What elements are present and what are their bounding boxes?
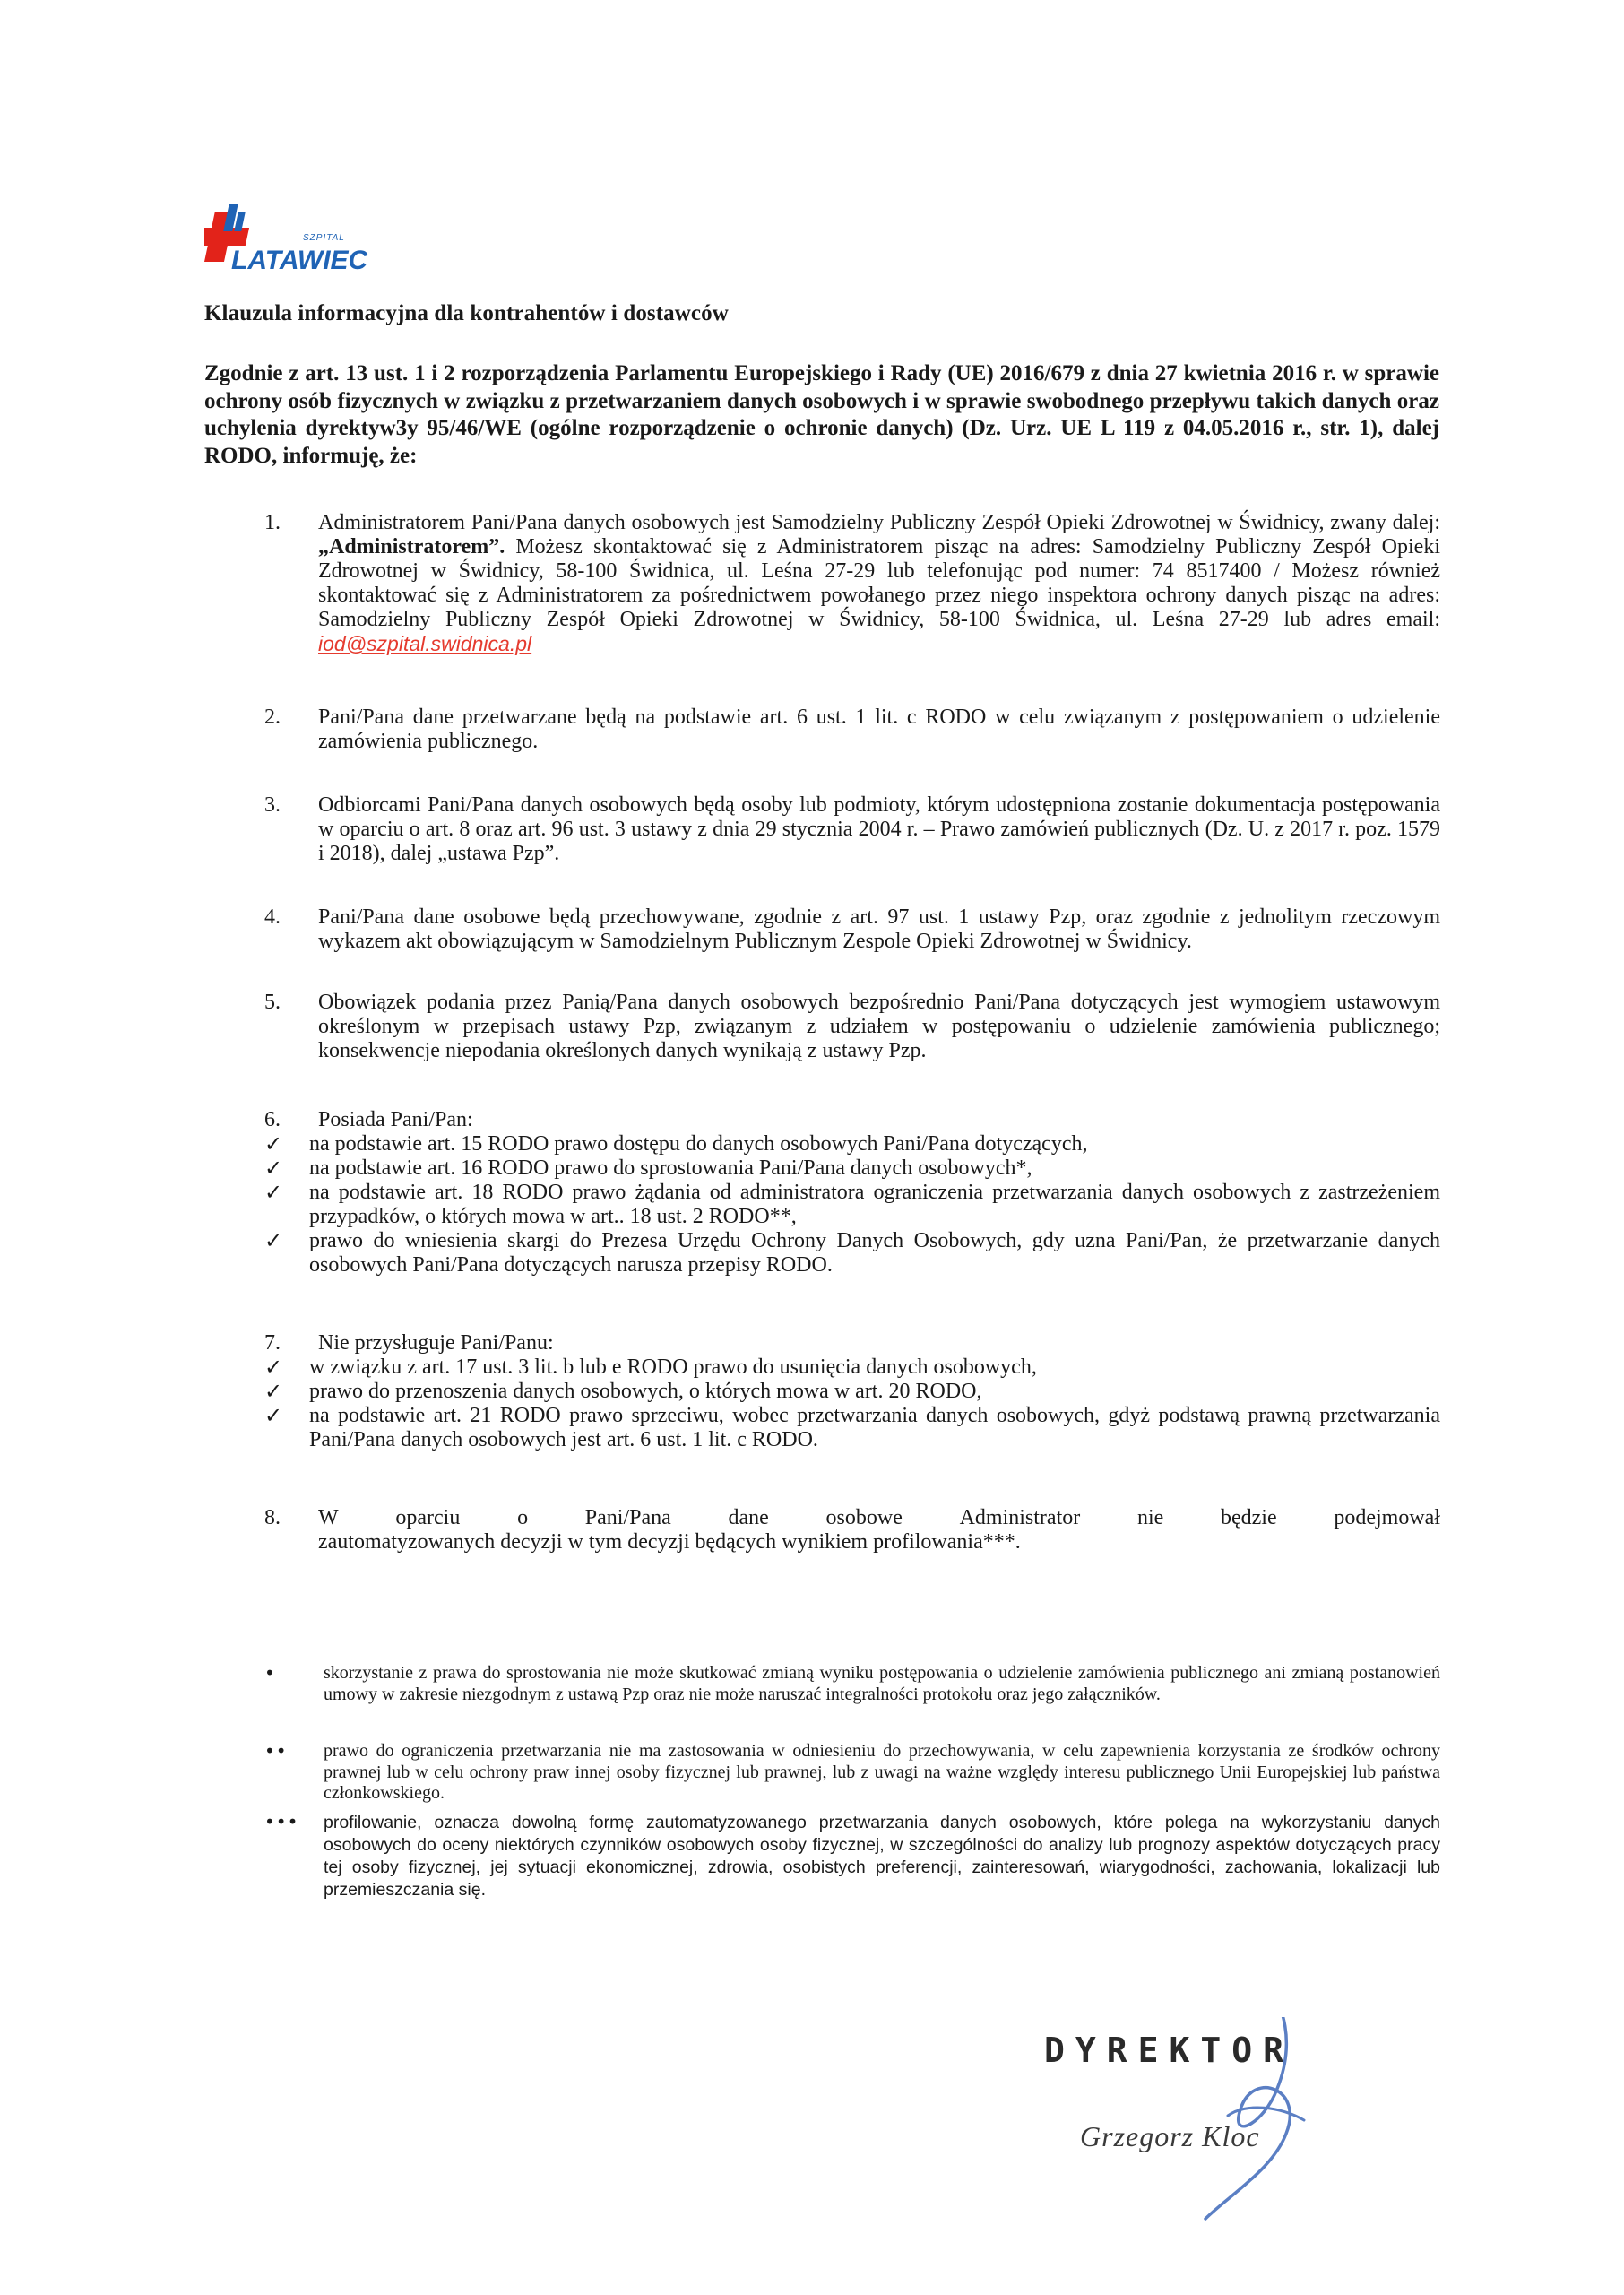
sub-item: ✓ w związku z art. 17 ust. 3 lit. b lub e RODO prawo do usunięcia danych osobowych, bbox=[264, 1355, 1037, 1380]
checkmark-icon: ✓ bbox=[264, 1131, 283, 1156]
item-8-line-2: zautomatyzowanych decyzji w tym decyzji będących wynikiem profilowania***. bbox=[318, 1530, 1021, 1554]
footnote-3: ••• profilowanie, oznacza dowolną formę zautomatyzowanego przetwarzania danych osobowych, które polega na wykorzystaniu danych osobowych do oceny niektórych czynników osobowych osoby fizycznej, w szczególności do analizy lub prognozy aspektów dotyczących pracy tej osoby fizycznej, jej sytuacji ekonomicznej, zdrowia, osobistych preferencji, zainteresowań, wiarygodności, zachowania, lokalizacji lub przemieszczania się. bbox=[264, 1811, 1440, 1900]
item-number: 7. bbox=[264, 1331, 281, 1355]
item-number: 8. bbox=[264, 1506, 281, 1529]
sub-item: ✓ na podstawie art. 18 RODO prawo żądania od administratora ograniczenia przetwarzania danych osobowych z zastrzeżeniem przypadków, o których mowa w art.. 18 ust. 2 RODO**, bbox=[264, 1180, 1440, 1228]
footnote-1: • skorzystanie z prawa do sprostowania nie może skutkować zmianą wyniku postępowania o udzielenie zamówienia publicznego ani zmianą postanowień umowy w zakresie niezgodnym z ustawą Pzp oraz nie może naruszać integralności protokołu oraz jego załączników. bbox=[264, 1662, 1440, 1704]
list-item-5: 5. Obowiązek podania przez Panią/Pana danych osobowych bezpośrednio Pani/Pana dotyczących jest wymogiem ustawowym określonym w przepisach ustawy Pzp, związanym z udziałem w postępowaniu o udzielenie zamówienia publicznego; konsekwencje niepodania określonych danych wynikają z ustawy Pzp. bbox=[264, 991, 1440, 1062]
checkmark-icon: ✓ bbox=[264, 1355, 283, 1380]
footnote-2: •• prawo do ograniczenia przetwarzania nie ma zastosowania w odniesieniu do przechowywania, w celu zapewnienia korzystania ze środków ochrony prawnej lub w celu ochrony praw innej osoby fizycznej lub prawnej, lub z uwagi na ważne względy interesu publicznego Unii Europejskiej lub państwa członkowskiego. bbox=[264, 1740, 1440, 1803]
sub-item: ✓ na podstawie art. 16 RODO prawo do sprostowania Pani/Pana danych osobowych*, bbox=[264, 1156, 1032, 1181]
rights-list bbox=[264, 1132, 1440, 1277]
director-title: DYREKTOR bbox=[1044, 2031, 1295, 2070]
logo-brand-text: LATAWIEC bbox=[231, 246, 368, 274]
list-item-2: 2. Pani/Pana dane przetwarzane będą na podstawie art. 6 ust. 1 lit. c RODO w celu związanym z postępowaniem o udzielenie zamówienia publicznego. bbox=[264, 706, 1440, 753]
document-title: Klauzula informacyjna dla kontrahentów i dostawców bbox=[204, 301, 729, 325]
list-item-1: 1. Administratorem Pani/Pana danych osobowych jest Samodzielny Publiczny Zespół Opieki Zdrowotnej w Świdnicy, zwany dalej: „Administratorem”. Możesz skontaktować się z Administratorem pisząc na adres: Samodzielny Publiczny Zespół Opieki Zdrowotnej w Świdnicy, 58-100 Świdnica, ul. Leśna 27-29 lub telefonując pod numer: 74 8517400 / Możesz również skontaktować się z Administratorem za pośrednictwem powołanego przez niego inspektora ochrony danych pisząc na adres: Samodzielny Publiczny Zespół Opieki Zdrowotnej w Świdnicy, 58-100 Świdnica, ul. Leśna 27-29 lub adres email: iod@szpital.swidnica.pl bbox=[264, 511, 1440, 655]
item-number: 6. bbox=[264, 1108, 281, 1131]
sub-item: ✓ na podstawie art. 15 RODO prawo dostępu do danych osobowych Pani/Pana dotyczących, bbox=[264, 1131, 1088, 1156]
footnote-marker: ••• bbox=[264, 1811, 299, 1832]
item-number: 4. bbox=[264, 905, 281, 929]
intro-paragraph: Zgodnie z art. 13 ust. 1 i 2 rozporządzenia Parlamentu Europejskiego i Rady (UE) 2016/679 z dnia 27 kwietnia 2016 r. w sprawie ochrony osób fizycznych w związku z przetwarzaniem danych osobowych i w sprawie swobodnego przepływu takich danych oraz uchylenia dyrektyw3y 95/46/WE (ogólne rozporządzenie o ochronie danych) (Dz. Urz. UE L 119 z 04.05.2016 r., str. 1), dalej RODO, informuję, że: bbox=[204, 361, 1439, 468]
list-item-4: 4. Pani/Pana dane osobowe będą przechowywane, zgodnie z art. 97 ust. 1 ustawy Pzp, oraz zgodnie z jednolitym rzeczowym wykazem akt obowiązującym w Samodzielnym Publicznym Zespole Opieki Zdrowotnej w Świdnicy. bbox=[264, 905, 1440, 953]
list-item-6 bbox=[264, 1108, 1440, 1277]
list-item-3: 3. Odbiorcami Pani/Pana danych osobowych będą osoby lub podmioty, którym udostępniona zostanie dokumentacja postępowania w oparciu o art. 8 oraz art. 96 ust. 3 ustawy z dnia 29 stycznia 2004 r. – Prawo zamówień publicznych (Dz. U. z 2017 r. poz. 1579 i 2018), dalej „ustawa Pzp”. bbox=[264, 793, 1440, 865]
checkmark-icon: ✓ bbox=[264, 1156, 283, 1181]
checkmark-icon: ✓ bbox=[264, 1228, 283, 1253]
logo-small-text: SZPITAL bbox=[303, 233, 345, 243]
director-name: Grzegorz Kloc bbox=[1080, 2120, 1260, 2152]
item-number: 2. bbox=[264, 706, 281, 729]
item-number: 5. bbox=[264, 991, 281, 1014]
sub-item: ✓ na podstawie art. 21 RODO prawo sprzeciwu, wobec przetwarzania danych osobowych, gdyż podstawą prawną przetwarzania Pani/Pana danych osobowych jest art. 6 ust. 1 lit. c RODO. bbox=[264, 1403, 1440, 1451]
list-item-8 bbox=[264, 1506, 1440, 1555]
item-lead: Posiada Pani/Pan: bbox=[318, 1108, 473, 1131]
sub-item: ✓ prawo do wniesienia skargi do Prezesa Urzędu Ochrony Danych Osobowych, gdy uzna Pani/Pan, że przetwarzanie danych osobowych Pani/Pana dotyczących narusza przepisy RODO. bbox=[264, 1228, 1440, 1277]
footnote-marker: •• bbox=[264, 1740, 288, 1762]
item-number: 3. bbox=[264, 793, 281, 817]
email-link[interactable]: iod@szpital.swidnica.pl bbox=[318, 632, 532, 655]
item-number: 1. bbox=[264, 511, 281, 534]
footnote-marker: • bbox=[264, 1662, 276, 1684]
checkmark-icon: ✓ bbox=[264, 1379, 283, 1404]
checkmark-icon: ✓ bbox=[264, 1180, 283, 1205]
hospital-logo bbox=[204, 203, 375, 274]
checkmark-icon: ✓ bbox=[264, 1403, 283, 1428]
rights-list bbox=[264, 1355, 1440, 1452]
item-8-line-1: W oparciu o Pani/Pana dane osobowe Administrator nie będzie podejmował bbox=[318, 1506, 1440, 1529]
director-signature bbox=[1035, 2017, 1340, 2223]
signature-scribble-icon bbox=[1035, 2017, 1340, 2223]
item-lead: Nie przysługuje Pani/Panu: bbox=[318, 1331, 554, 1355]
sub-item: ✓ prawo do przenoszenia danych osobowych, o których mowa w art. 20 RODO, bbox=[264, 1379, 982, 1404]
list-item-7 bbox=[264, 1331, 1440, 1452]
